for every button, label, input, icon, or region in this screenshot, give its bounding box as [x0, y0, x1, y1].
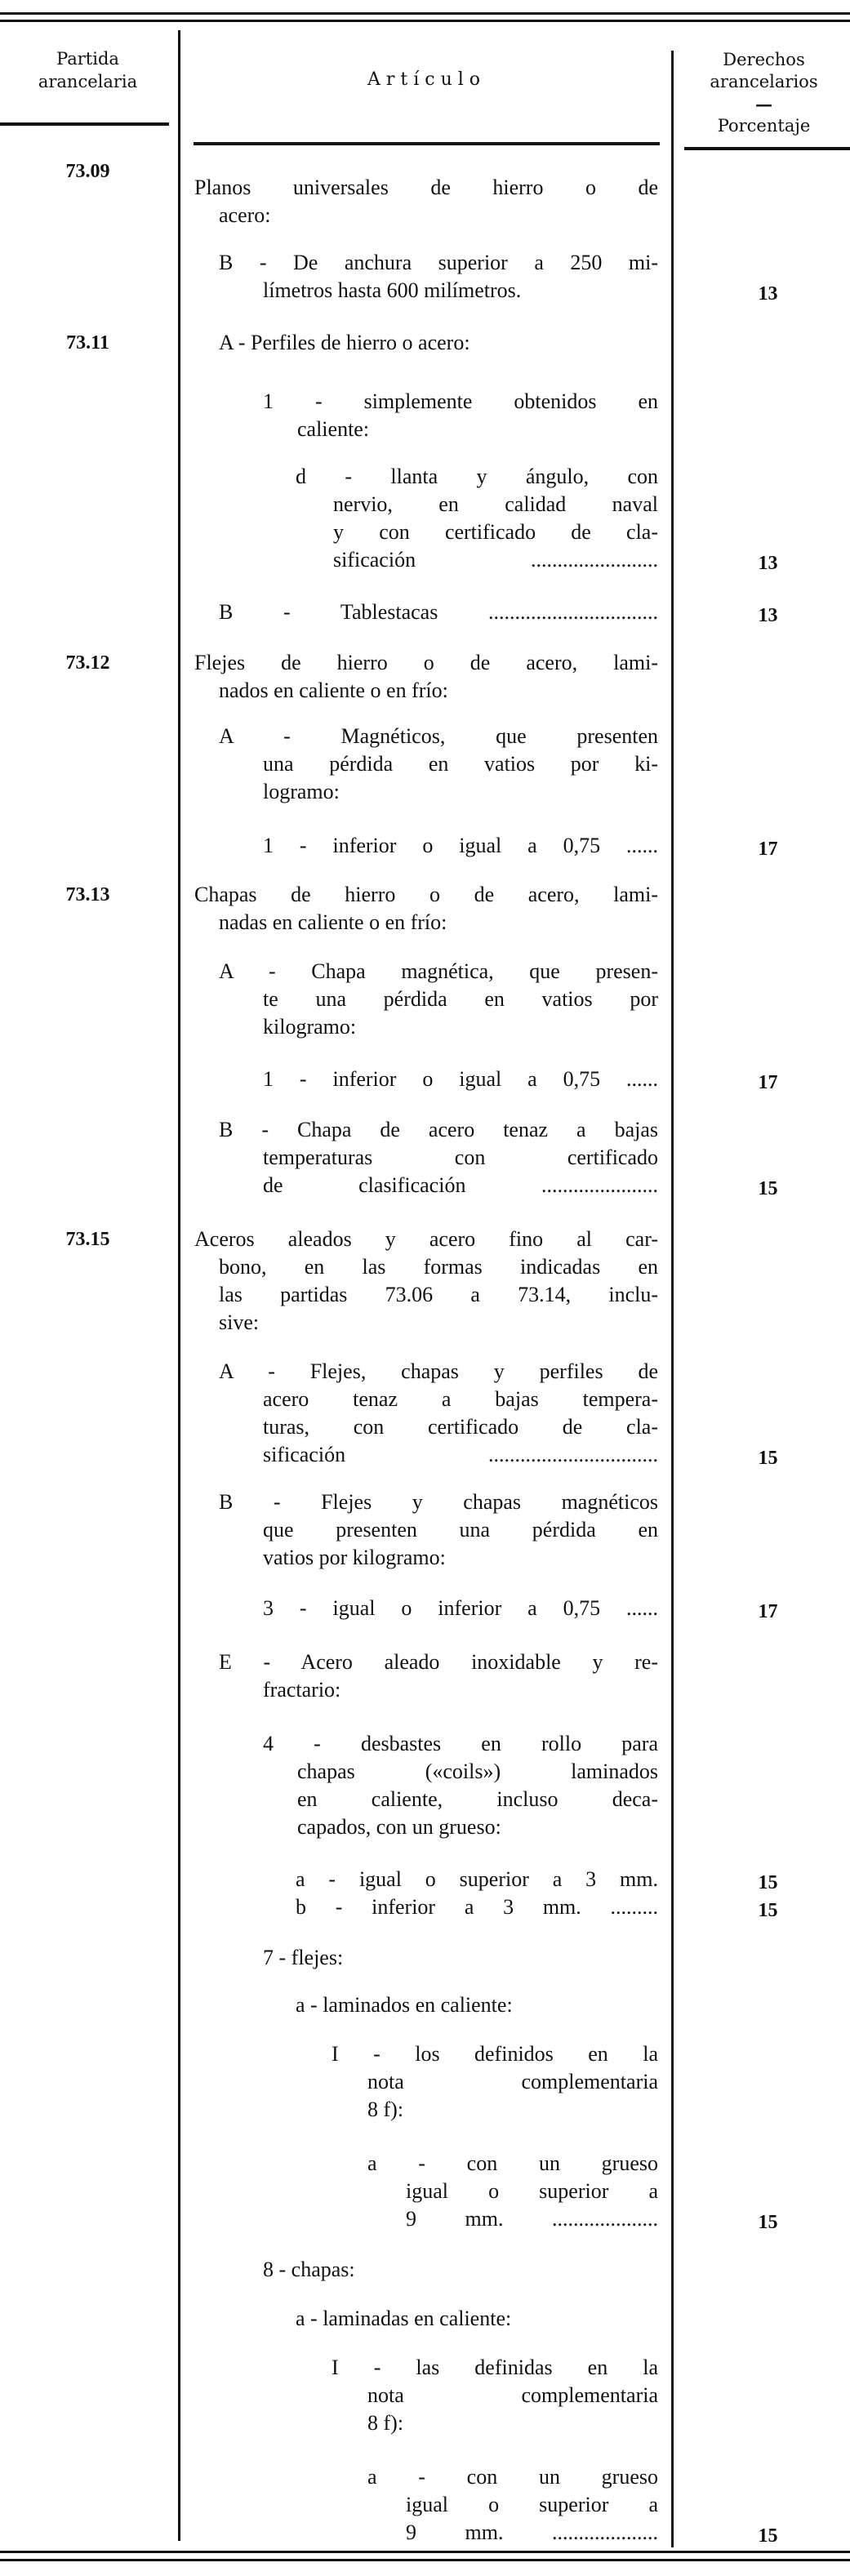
header-rule-partida: [0, 122, 169, 126]
article-text-line: B - De anchura superior a 250 mi-: [219, 251, 658, 274]
article-text-line: nervio, en calidad naval: [333, 492, 658, 516]
column-divider-left: [178, 30, 180, 2541]
article-text-line: B - Tablestacas ................................: [219, 600, 658, 624]
article-text-line: te una pérdida en vatios por: [263, 987, 658, 1011]
duty-rate: 15: [758, 1900, 778, 1921]
article-text-line: a - con un grueso: [367, 2151, 658, 2175]
article-text-line: 4 - desbastes en rollo para: [263, 1732, 658, 1755]
article-text-line: 1 - inferior o igual a 0,75 ......: [263, 1067, 658, 1091]
article-text-line: 8 f):: [367, 2098, 404, 2121]
article-text-line: vatios por kilogramo:: [263, 1546, 446, 1569]
partida-code: 73.15: [65, 1229, 110, 1250]
article-text-line: que presenten una pérdida en: [263, 1518, 658, 1542]
article-text-line: A - Flejes, chapas y perfiles de: [219, 1359, 658, 1383]
partida-code: 73.12: [65, 652, 110, 674]
article-text-line: caliente:: [297, 417, 370, 441]
header-derechos-line: arancelarios: [710, 72, 818, 91]
duty-rate: 13: [758, 283, 778, 305]
column-divider-right: [671, 51, 674, 2547]
duty-rate: 15: [758, 2212, 778, 2233]
header-derechos: [678, 49, 850, 137]
article-text-line: 7 - flejes:: [263, 1946, 344, 1969]
duty-rate: 17: [758, 1072, 778, 1093]
article-text-line: a - laminadas en caliente:: [296, 2307, 512, 2330]
article-text-line: bono, en las formas indicadas en: [219, 1255, 658, 1279]
duty-rate: 13: [758, 553, 778, 574]
article-text-line: nados en caliente o en frío:: [219, 678, 448, 702]
duty-rate: 15: [758, 1178, 778, 1199]
article-text-line: temperaturas con certificado: [263, 1146, 658, 1169]
article-text-line: a - con un grueso: [367, 2465, 658, 2489]
article-text-line: 9 mm. ....................: [406, 2207, 658, 2231]
article-text-line: A - Perfiles de hierro o acero:: [219, 331, 470, 354]
duty-rate: 15: [758, 1872, 778, 1893]
article-text-line: las partidas 73.06 a 73.14, inclu-: [219, 1283, 658, 1306]
header-partida-line: Partida: [56, 49, 119, 69]
top-rule: [0, 12, 850, 15]
duty-rate: 13: [758, 605, 778, 626]
article-text-line: d - llanta y ángulo, con: [296, 465, 658, 488]
partida-code: 73.13: [65, 884, 110, 905]
duty-rate: 15: [758, 1448, 778, 1469]
article-text-line: 1 - simplemente obtenidos en: [263, 389, 658, 413]
article-text-line: nota complementaria: [367, 2070, 658, 2093]
article-text-line: E - Acero aleado inoxidable y re-: [219, 1650, 658, 1674]
article-text-line: A - Magnéticos, que presenten: [219, 724, 658, 748]
article-text-line: capados, con un grueso:: [297, 1815, 501, 1839]
article-text-line: 9 mm. ....................: [406, 2520, 658, 2544]
article-text-line: a - igual o superior a 3 mm.: [296, 1867, 658, 1891]
article-text-line: de clasificación ......................: [263, 1173, 658, 1197]
article-text-line: logramo:: [263, 780, 340, 803]
article-text-line: 1 - inferior o igual a 0,75 ......: [263, 834, 658, 857]
article-text-line: límetros hasta 600 milímetros.: [263, 278, 522, 302]
article-text-line: sive:: [219, 1310, 260, 1334]
article-text-line: acero tenaz a bajas tempera-: [263, 1387, 658, 1411]
bottom-rule: [0, 2551, 850, 2553]
article-text-line: turas, con certificado de cla-: [263, 1415, 658, 1439]
article-text-line: en caliente, incluso deca-: [297, 1787, 658, 1811]
article-text-line: una pérdida en vatios por ki-: [263, 752, 658, 776]
article-text-line: fractario:: [263, 1678, 341, 1702]
article-text-line: nota complementaria: [367, 2383, 658, 2407]
article-text-line: nadas en caliente o en frío:: [219, 910, 447, 934]
article-text-line: B - Flejes y chapas magnéticos: [219, 1490, 658, 1514]
article-text-line: I - los definidos en la: [332, 2042, 658, 2066]
header-derechos-line: Derechos: [723, 50, 805, 69]
header-derechos-dash: —: [755, 94, 772, 114]
article-text-line: b - inferior a 3 mm. .........: [296, 1895, 658, 1919]
header-derechos-line: Porcentaje: [717, 116, 811, 136]
article-text-line: Flejes de hierro o de acero, lami-: [194, 651, 658, 674]
article-text-line: Planos universales de hierro o de: [194, 176, 658, 199]
article-text-line: a - laminados en caliente:: [296, 1993, 513, 2017]
duty-rate: 17: [758, 1601, 778, 1622]
article-text-line: 8 - chapas:: [263, 2258, 355, 2281]
partida-code: 73.11: [66, 332, 109, 354]
partida-code: 73.09: [65, 161, 110, 182]
article-text-line: igual o superior a: [406, 2493, 658, 2516]
top-rule-2: [0, 20, 850, 22]
article-text-line: sificación ................................: [263, 1443, 658, 1466]
article-text-line: Aceros aleados y acero fino al car-: [194, 1227, 658, 1251]
article-text-line: chapas («coils») laminados: [297, 1760, 658, 1783]
article-text-line: sificación ........................: [333, 548, 658, 572]
article-text-line: 3 - igual o inferior a 0,75 ......: [263, 1596, 658, 1620]
header-articulo: Artículo: [367, 69, 487, 90]
header-rule-derechos: [684, 147, 850, 150]
article-text-line: igual o superior a: [406, 2179, 658, 2203]
article-text-line: B - Chapa de acero tenaz a bajas: [219, 1118, 658, 1141]
article-text-line: Chapas de hierro o de acero, lami-: [194, 883, 658, 906]
article-text-line: 8 f):: [367, 2411, 404, 2435]
duty-rate: 17: [758, 839, 778, 860]
duty-rate: 15: [758, 2525, 778, 2547]
header-partida: [0, 47, 176, 93]
article-text-line: A - Chapa magnética, que presen-: [219, 959, 658, 983]
article-text-line: I - las definidas en la: [332, 2356, 658, 2379]
article-text-line: y con certificado de cla-: [333, 520, 658, 544]
header-partida-line: arancelaria: [38, 72, 138, 91]
article-text-line: kilogramo:: [263, 1015, 357, 1039]
header-rule-articulo: [194, 142, 660, 145]
bottom-rule-2: [0, 2559, 850, 2561]
article-text-line: acero:: [219, 203, 271, 227]
